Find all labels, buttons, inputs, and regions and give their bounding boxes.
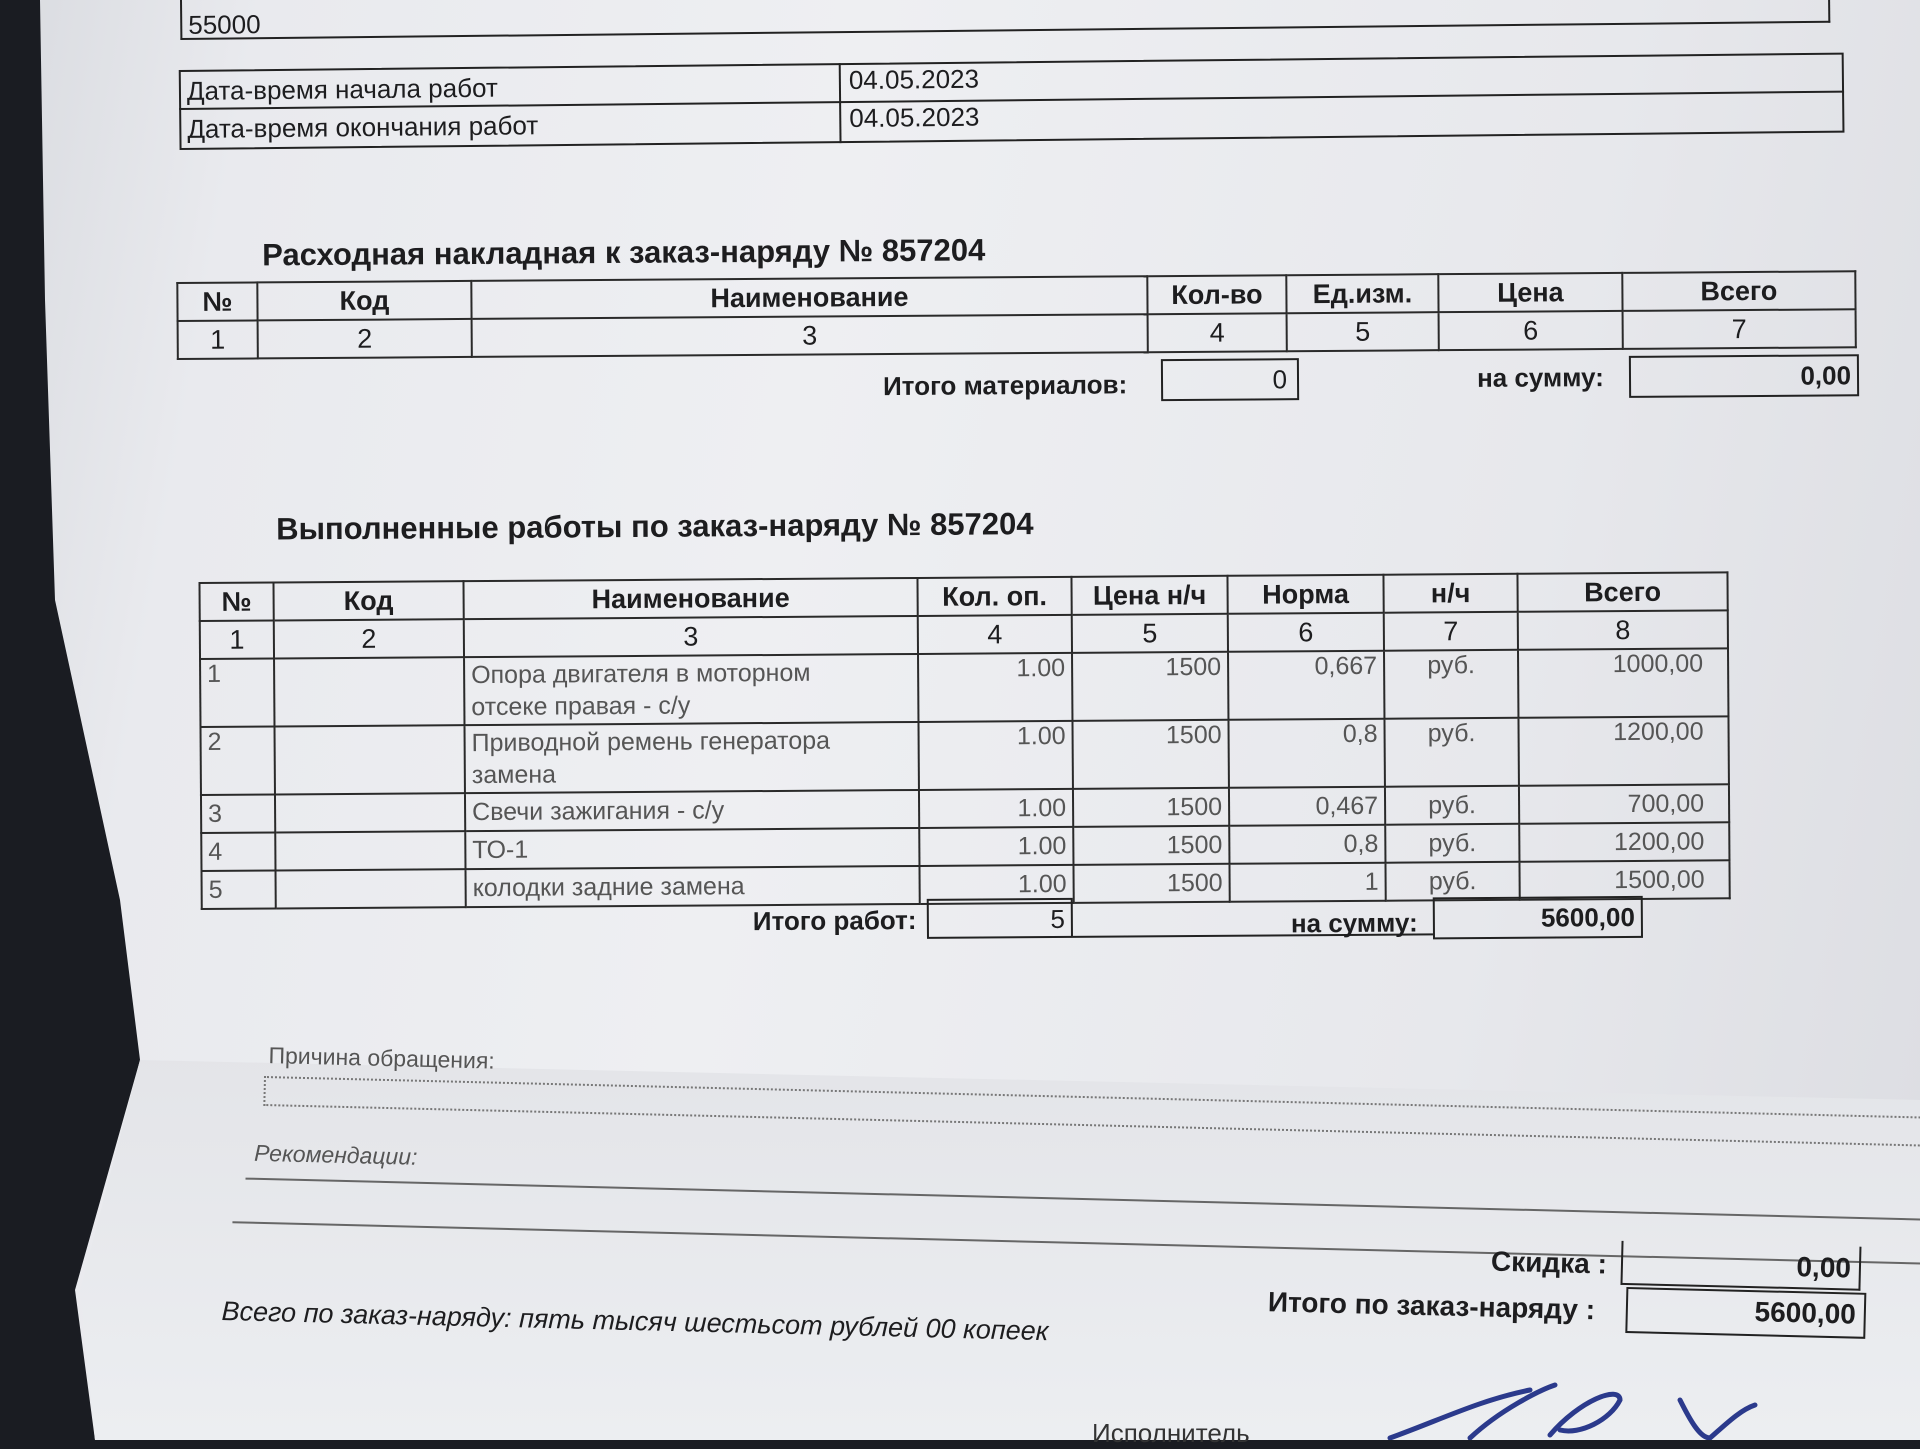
work-row-price: 1500 <box>1072 720 1228 789</box>
signature-icon <box>1380 1380 1800 1440</box>
work-row-unit: руб. <box>1385 824 1519 863</box>
discount-label: Скидка : <box>1490 1245 1608 1280</box>
work-row-unit: руб. <box>1385 862 1519 901</box>
start-date-label: Дата-время начала работ <box>186 72 498 106</box>
materials-sum-label: на сумму: <box>1476 362 1604 393</box>
mat-col-name: Наименование <box>471 276 1147 319</box>
work-num-3: 3 <box>464 616 918 657</box>
end-date-label: Дата-время окончания работ <box>187 110 539 144</box>
work-col-code: Код <box>273 581 463 620</box>
end-date-value: 04.05.2023 <box>849 101 980 133</box>
reason-label: Причина обращения: <box>268 1042 496 1074</box>
materials-total-qty: 0 <box>1272 364 1288 395</box>
work-col-total: Всего <box>1517 572 1727 611</box>
discount-value: 0,00 <box>1796 1251 1852 1284</box>
work-row-unit: руб. <box>1384 650 1518 719</box>
mat-num-7: 7 <box>1623 309 1856 349</box>
executor-label: Исполнитель <box>1092 1418 1250 1448</box>
work-row-norm: 0,8 <box>1228 719 1384 788</box>
work-row-code <box>274 725 464 794</box>
works-total-qty: 5 <box>1050 903 1065 935</box>
work-row-code <box>274 657 464 726</box>
work-row-code <box>275 793 465 832</box>
work-row-n: 5 <box>202 870 276 909</box>
work-row-total: 1200,00 <box>1518 716 1728 785</box>
materials-sum-value: 0,00 <box>1800 360 1852 391</box>
work-row-qty: 1.00 <box>919 789 1073 828</box>
mat-col-n: № <box>177 282 257 321</box>
works-sum-value: 5600,00 <box>1540 901 1635 933</box>
work-row-n: 1 <box>200 658 274 727</box>
work-row-code <box>276 869 466 908</box>
work-row-name: Свечи зажигания - с/у <box>465 790 919 831</box>
works-total-label: Итого работ: <box>752 904 917 937</box>
work-row-norm: 0,8 <box>1229 825 1385 864</box>
recommend-label: Рекомендации: <box>253 1139 418 1170</box>
work-row-total: 1000,00 <box>1518 648 1728 717</box>
work-col-n: № <box>199 582 273 621</box>
work-row-qty: 1.00 <box>918 721 1072 790</box>
work-row-n: 3 <box>201 794 275 833</box>
work-col-price: Цена н/ч <box>1071 576 1227 615</box>
mat-num-4: 4 <box>1148 313 1287 352</box>
mat-col-code: Код <box>257 281 471 320</box>
work-row-unit: руб. <box>1384 718 1518 787</box>
work-col-norm: Норма <box>1227 575 1383 614</box>
work-row-code <box>275 831 465 870</box>
mat-col-price: Цена <box>1438 273 1622 312</box>
work-num-1: 1 <box>200 620 274 659</box>
work-row-total: 1500,00 <box>1519 860 1729 899</box>
work-row-n: 2 <box>201 726 275 795</box>
work-row-price: 1500 <box>1073 826 1229 865</box>
mat-num-5: 5 <box>1287 312 1439 351</box>
work-row-price: 1500 <box>1073 864 1229 903</box>
work-row-name <box>464 722 918 793</box>
grand-total-label: Итого по заказ-наряду : <box>1267 1286 1596 1326</box>
work-row-norm: 0,667 <box>1228 651 1384 720</box>
mat-col-unit: Ед.изм. <box>1286 274 1438 313</box>
works-table <box>198 571 1730 910</box>
total-in-words: Всего по заказ-наряду: пять тысяч шестьсот рублей 00 копеек <box>221 1296 1049 1347</box>
work-num-5: 5 <box>1072 614 1228 653</box>
work-row-name-line2: отсеке правая - с/у <box>471 691 691 722</box>
work-row-name: колодки задние замена <box>465 866 919 907</box>
work-row-name-line1: Приводной ремень генератора <box>471 726 831 758</box>
work-num-6: 6 <box>1228 613 1384 652</box>
work-row-name: ТО-1 <box>465 828 919 869</box>
work-num-8: 8 <box>1518 610 1728 649</box>
mat-num-6: 6 <box>1439 311 1623 350</box>
works-sum-label: на сумму: <box>1290 907 1418 939</box>
materials-title: Расходная накладная к заказ-наряду № 857204 <box>261 232 986 273</box>
work-col-name: Наименование <box>463 578 917 619</box>
work-col-unit: н/ч <box>1383 574 1517 613</box>
work-row-qty: 1.00 <box>919 865 1073 904</box>
work-row-qty: 1.00 <box>918 653 1072 722</box>
work-row-name-line1: Опора двигателя в моторном <box>471 658 811 690</box>
works-title: Выполненные работы по заказ-наряду № 857204 <box>275 506 1034 547</box>
mat-num-2: 2 <box>258 319 472 358</box>
mat-col-total: Всего <box>1622 271 1855 311</box>
mat-num-3: 3 <box>472 314 1148 357</box>
table-row <box>201 716 1729 795</box>
work-row-price: 1500 <box>1072 652 1228 721</box>
grand-total-value: 5600,00 <box>1754 1296 1857 1330</box>
table-row <box>200 648 1728 727</box>
work-row-n: 4 <box>201 832 275 871</box>
work-row-norm: 1 <box>1229 863 1385 902</box>
work-row-unit: руб. <box>1385 786 1519 825</box>
work-row-name <box>464 654 918 725</box>
work-row-norm: 0,467 <box>1229 787 1385 826</box>
work-col-qty: Кол. оп. <box>917 577 1071 616</box>
vehicle-code: 55000 <box>188 9 261 40</box>
mat-num-1: 1 <box>178 320 258 359</box>
mat-col-qty: Кол-во <box>1147 275 1286 314</box>
work-row-total: 1200,00 <box>1519 822 1729 861</box>
work-row-price: 1500 <box>1073 788 1229 827</box>
work-row-qty: 1.00 <box>919 827 1073 866</box>
work-num-2: 2 <box>274 619 464 658</box>
materials-table <box>176 270 1857 360</box>
work-num-7: 7 <box>1384 612 1518 651</box>
work-num-4: 4 <box>918 615 1072 654</box>
materials-total-label: Итого материалов: <box>882 369 1128 402</box>
work-row-name-line2: замена <box>471 760 557 790</box>
work-row-total: 700,00 <box>1519 784 1729 823</box>
start-date-value: 04.05.2023 <box>848 63 980 95</box>
